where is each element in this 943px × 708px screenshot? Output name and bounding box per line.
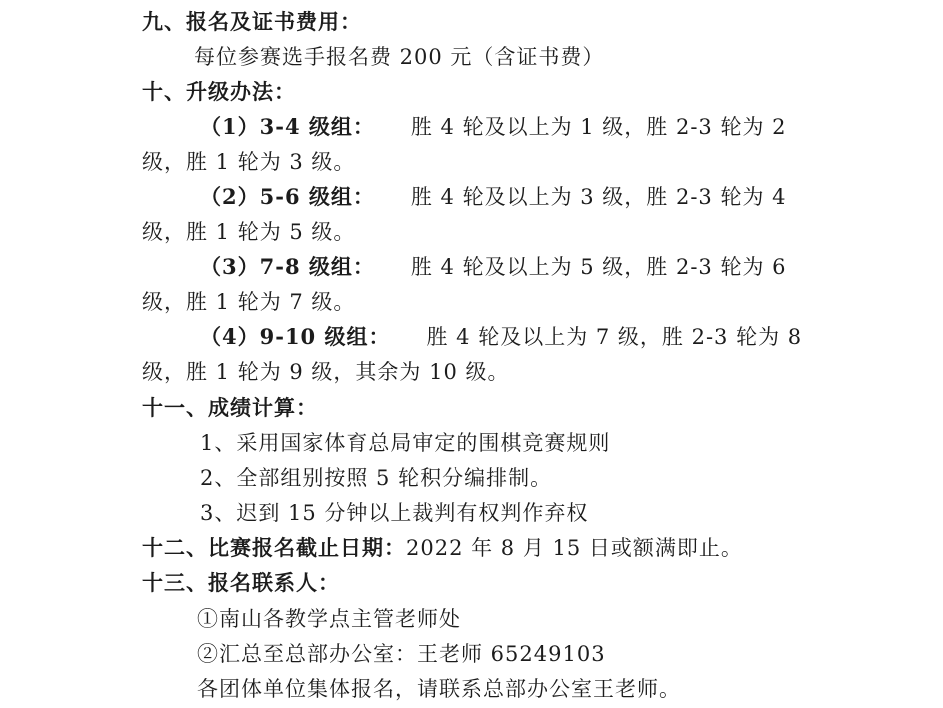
section-9-heading: 九、报名及证书费用： bbox=[142, 9, 362, 34]
group-4-rule-a: 胜 4 轮及以上为 7 级，胜 2-3 轮为 8 bbox=[426, 325, 803, 349]
group-3-label: （3）7-8 级组： bbox=[200, 254, 375, 279]
section-12-heading: 十二、比赛报名截止日期： bbox=[142, 535, 406, 560]
group-1-line bbox=[200, 114, 787, 140]
group-1-label: （1）3-4 级组： bbox=[200, 114, 375, 139]
group-2-label: （2）5-6 级组： bbox=[200, 184, 375, 209]
section-11-item-2: 2、全部组别按照 5 轮积分编排制。 bbox=[200, 466, 553, 490]
section-12-line bbox=[142, 535, 743, 561]
section-9-fee bbox=[194, 44, 604, 70]
section-11-heading: 十一、成绩计算： bbox=[142, 395, 318, 420]
group-4-label: （4）9-10 级组： bbox=[200, 324, 391, 349]
section-13-item-1: ①南山各教学点主管老师处 bbox=[197, 607, 461, 631]
group-2-rule-a: 胜 4 轮及以上为 3 级，胜 2-3 轮为 4 bbox=[410, 185, 787, 209]
group-3-rule-a: 胜 4 轮及以上为 5 级，胜 2-3 轮为 6 bbox=[410, 255, 787, 279]
group-3-line bbox=[200, 254, 787, 280]
section-12-deadline: 2022 年 8 月 15 日或额满即止。 bbox=[406, 536, 743, 560]
group-3-rule-b: 级，胜 1 轮为 7 级。 bbox=[142, 290, 356, 314]
group-1-rule-b: 级，胜 1 轮为 3 级。 bbox=[142, 150, 356, 174]
section-13-item-3: 各团体单位集体报名，请联系总部办公室王老师。 bbox=[197, 677, 681, 701]
group-4-line bbox=[200, 324, 802, 350]
section-11-item-1: 1、采用国家体育总局审定的围棋竞赛规则 bbox=[200, 431, 611, 455]
group-2-line bbox=[200, 184, 787, 210]
group-2-rule-b: 级，胜 1 轮为 5 级。 bbox=[142, 220, 356, 244]
section-13-item-2: ②汇总至总部办公室：王老师 65249103 bbox=[197, 642, 606, 666]
section-10-heading: 十、升级办法： bbox=[142, 79, 296, 104]
group-4-rule-b: 级，胜 1 轮为 9 级，其余为 10 级。 bbox=[142, 360, 510, 384]
section-11-item-3: 3、迟到 15 分钟以上裁判有权判作弃权 bbox=[200, 501, 589, 525]
section-9-fee-text: 每位参赛选手报名费 200 元（含证书费） bbox=[194, 45, 605, 69]
group-1-rule-a: 胜 4 轮及以上为 1 级，胜 2-3 轮为 2 bbox=[410, 115, 787, 139]
section-13-heading: 十三、报名联系人： bbox=[142, 570, 340, 595]
